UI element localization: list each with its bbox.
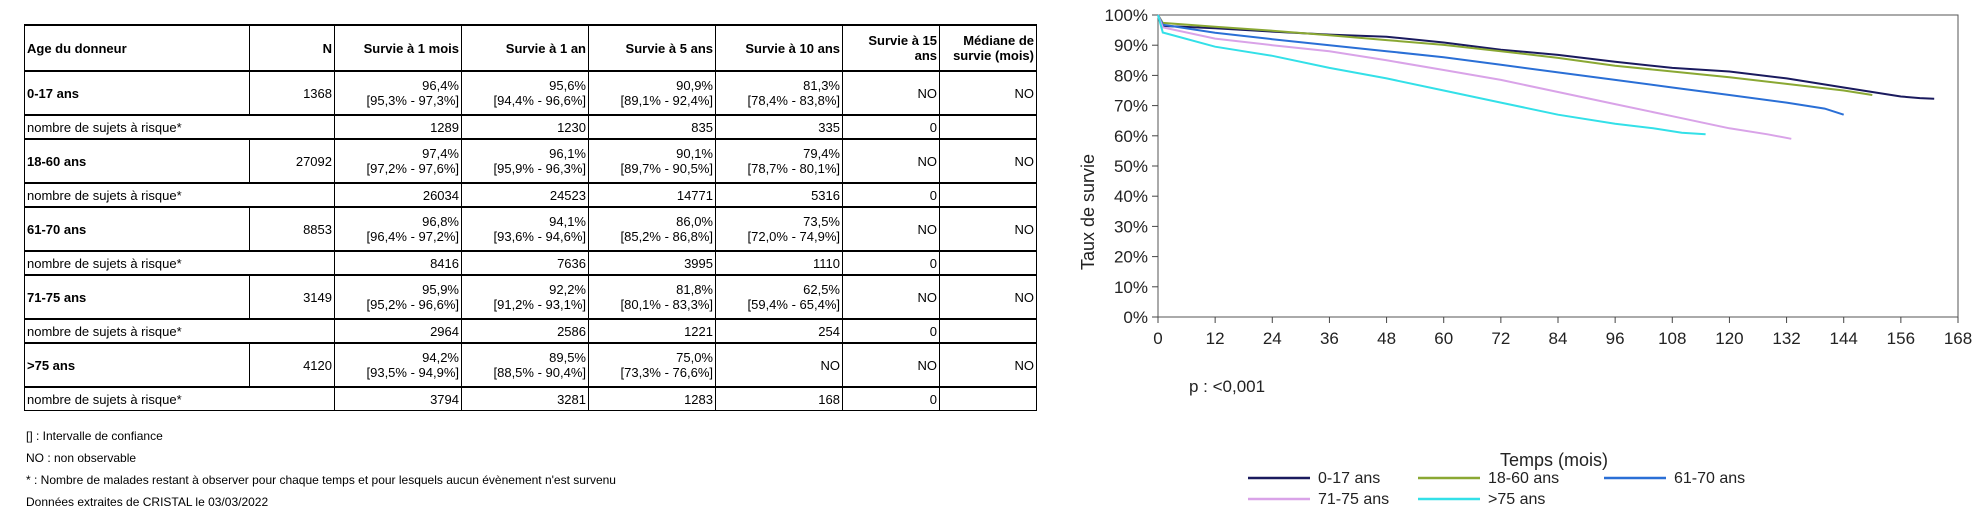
footnote-no: NO : non observable bbox=[26, 451, 137, 465]
risk-count: 1221 bbox=[589, 319, 716, 343]
survival-value: 81,3% bbox=[803, 78, 840, 93]
survival-value: 86,0% bbox=[676, 214, 713, 229]
n-value: 3149 bbox=[250, 275, 335, 319]
survival-cell bbox=[335, 139, 462, 183]
survival-value: 96,8% bbox=[422, 214, 459, 229]
survival-cell bbox=[940, 343, 1037, 387]
survival-value: 81,8% bbox=[676, 282, 713, 297]
survival-value: NO bbox=[1014, 85, 1034, 101]
y-tick-label: 40% bbox=[1113, 187, 1148, 207]
risk-count: 1230 bbox=[462, 115, 589, 139]
survival-cell bbox=[462, 139, 589, 183]
risk-count: 0 bbox=[843, 115, 940, 139]
age-group-label: 71-75 ans bbox=[25, 275, 250, 319]
confidence-interval: [93,5% - 94,9%] bbox=[366, 365, 459, 380]
legend-label: 61-70 ans bbox=[1674, 470, 1746, 487]
x-tick-label: 24 bbox=[1262, 329, 1282, 348]
survival-value: 94,2% bbox=[422, 350, 459, 365]
survival-value: NO bbox=[917, 357, 937, 373]
legend-label: 0-17 ans bbox=[1318, 470, 1381, 487]
survival-cell bbox=[940, 207, 1037, 251]
risk-count: 0 bbox=[843, 251, 940, 275]
survival-table-container bbox=[24, 24, 1037, 411]
survival-cell bbox=[335, 71, 462, 115]
confidence-interval: [78,4% - 83,8%] bbox=[747, 93, 840, 108]
table-header-row bbox=[25, 25, 1037, 71]
plot-frame bbox=[1158, 15, 1958, 317]
survival-value: NO bbox=[917, 153, 937, 169]
survival-value: NO bbox=[820, 357, 840, 373]
p-value-annotation: p : <0,001 bbox=[1189, 377, 1266, 396]
risk-count bbox=[940, 251, 1037, 275]
confidence-interval: [95,3% - 97,3%] bbox=[366, 93, 459, 108]
survival-cell bbox=[843, 139, 940, 183]
risk-label: nombre de sujets à risque* bbox=[25, 183, 335, 207]
confidence-interval: [89,1% - 92,4%] bbox=[620, 93, 713, 108]
risk-label: nombre de sujets à risque* bbox=[25, 319, 335, 343]
survival-chart bbox=[1070, 0, 1986, 531]
chart-legend bbox=[1248, 470, 1745, 508]
x-tick-label: 120 bbox=[1715, 329, 1744, 348]
survival-cell bbox=[940, 71, 1037, 115]
table-body bbox=[25, 71, 1037, 411]
confidence-interval: [97,2% - 97,6%] bbox=[366, 161, 459, 176]
age-group-label: 0-17 ans bbox=[25, 71, 250, 115]
survival-value: NO bbox=[1014, 153, 1034, 169]
footnote-risk: * : Nombre de malades restant à observer pour chaque temps et pour lesquels aucun évènement n'est survenu bbox=[26, 473, 616, 487]
survival-cell bbox=[589, 207, 716, 251]
x-tick-label: 48 bbox=[1377, 329, 1397, 348]
header-median: Médiane de survie (mois) bbox=[940, 25, 1037, 71]
survival-cell bbox=[843, 207, 940, 251]
survival-cell bbox=[589, 275, 716, 319]
survival-cell bbox=[843, 275, 940, 319]
y-tick-label: 30% bbox=[1113, 217, 1148, 237]
confidence-interval: [95,9% - 96,3%] bbox=[493, 161, 586, 176]
confidence-interval: [91,2% - 93,1%] bbox=[493, 297, 586, 312]
x-tick-label: 168 bbox=[1943, 329, 1973, 348]
confidence-interval: [95,2% - 96,6%] bbox=[366, 297, 459, 312]
y-tick-label: 60% bbox=[1113, 126, 1148, 146]
survival-cell bbox=[589, 71, 716, 115]
risk-count: 168 bbox=[716, 387, 843, 411]
header-1-month: Survie à 1 mois bbox=[335, 25, 462, 71]
n-value: 27092 bbox=[250, 139, 335, 183]
survival-value: NO bbox=[1014, 221, 1034, 237]
risk-count: 335 bbox=[716, 115, 843, 139]
chart-lines bbox=[1158, 15, 1934, 139]
x-tick-label: 72 bbox=[1491, 329, 1511, 348]
age-group-label: 61-70 ans bbox=[25, 207, 250, 251]
confidence-interval: [94,4% - 96,6%] bbox=[493, 93, 586, 108]
risk-count: 1110 bbox=[716, 251, 843, 275]
survival-cell bbox=[940, 139, 1037, 183]
table-row bbox=[25, 251, 1037, 275]
risk-count: 2964 bbox=[335, 319, 462, 343]
survival-value: NO bbox=[1014, 289, 1034, 305]
risk-count: 3281 bbox=[462, 387, 589, 411]
confidence-interval: [80,1% - 83,3%] bbox=[620, 297, 713, 312]
confidence-interval: [89,7% - 90,5%] bbox=[620, 161, 713, 176]
survival-value: 94,1% bbox=[549, 214, 586, 229]
table-row bbox=[25, 115, 1037, 139]
survival-cell bbox=[589, 139, 716, 183]
survival-value: 75,0% bbox=[676, 350, 713, 365]
x-tick-label: 36 bbox=[1319, 329, 1339, 348]
survival-value: NO bbox=[917, 221, 937, 237]
footnote-ci: [] : Intervalle de confiance bbox=[26, 429, 163, 443]
survival-value: 62,5% bbox=[803, 282, 840, 297]
risk-count: 3995 bbox=[589, 251, 716, 275]
y-tick-label: 100% bbox=[1104, 6, 1148, 25]
risk-count: 5316 bbox=[716, 183, 843, 207]
survival-cell bbox=[716, 139, 843, 183]
risk-count: 1283 bbox=[589, 387, 716, 411]
n-value: 4120 bbox=[250, 343, 335, 387]
confidence-interval: [88,5% - 90,4%] bbox=[493, 365, 586, 380]
confidence-interval: [96,4% - 97,2%] bbox=[366, 229, 459, 244]
y-axis-title: Taux de survie bbox=[1078, 153, 1098, 271]
y-tick-label: 20% bbox=[1113, 247, 1148, 267]
y-tick-label: 10% bbox=[1113, 277, 1148, 297]
table-row bbox=[25, 183, 1037, 207]
header-5-years: Survie à 5 ans bbox=[589, 25, 716, 71]
table-row bbox=[25, 71, 1037, 115]
header-n: N bbox=[250, 25, 335, 71]
survival-cell bbox=[462, 207, 589, 251]
risk-count: 0 bbox=[843, 183, 940, 207]
confidence-interval: [85,2% - 86,8%] bbox=[620, 229, 713, 244]
y-tick-label: 70% bbox=[1113, 96, 1148, 116]
y-tick-label: 50% bbox=[1113, 157, 1148, 176]
footnote-source: Données extraites de CRISTAL le 03/03/2022 bbox=[26, 495, 269, 509]
survival-cell bbox=[716, 275, 843, 319]
survival-value: 97,4% bbox=[422, 146, 459, 161]
risk-label: nombre de sujets à risque* bbox=[25, 251, 335, 275]
risk-count: 7636 bbox=[462, 251, 589, 275]
confidence-interval: [72,0% - 74,9%] bbox=[747, 229, 840, 244]
table-row bbox=[25, 207, 1037, 251]
survival-cell bbox=[462, 343, 589, 387]
risk-count bbox=[940, 387, 1037, 411]
table-row bbox=[25, 139, 1037, 183]
risk-count: 26034 bbox=[335, 183, 462, 207]
series-line bbox=[1158, 15, 1706, 134]
x-tick-label: 60 bbox=[1434, 329, 1454, 348]
x-tick-label: 0 bbox=[1153, 329, 1163, 348]
risk-count: 2586 bbox=[462, 319, 589, 343]
survival-value: 89,5% bbox=[549, 350, 586, 365]
legend-label: >75 ans bbox=[1488, 491, 1546, 508]
risk-count bbox=[940, 183, 1037, 207]
x-tick-label: 12 bbox=[1205, 329, 1225, 348]
survival-value: 79,4% bbox=[803, 146, 840, 161]
risk-count: 8416 bbox=[335, 251, 462, 275]
header-10-years: Survie à 10 ans bbox=[716, 25, 843, 71]
survival-cell bbox=[462, 71, 589, 115]
survival-table bbox=[24, 24, 1037, 411]
survival-value: 73,5% bbox=[803, 214, 840, 229]
x-tick-label: 108 bbox=[1658, 329, 1687, 348]
survival-cell bbox=[843, 71, 940, 115]
survival-cell bbox=[716, 207, 843, 251]
risk-count bbox=[940, 319, 1037, 343]
survival-value: 96,4% bbox=[422, 78, 459, 93]
survival-value: 95,6% bbox=[549, 78, 586, 93]
table-row bbox=[25, 319, 1037, 343]
survival-value: NO bbox=[1014, 357, 1034, 373]
risk-count: 14771 bbox=[589, 183, 716, 207]
survival-cell bbox=[716, 343, 843, 387]
series-line bbox=[1158, 15, 1791, 139]
risk-count: 254 bbox=[716, 319, 843, 343]
table-row bbox=[25, 387, 1037, 411]
risk-count: 24523 bbox=[462, 183, 589, 207]
header-age: Age du donneur bbox=[25, 25, 250, 71]
survival-cell bbox=[335, 207, 462, 251]
survival-cell bbox=[462, 275, 589, 319]
y-tick-label: 90% bbox=[1113, 36, 1148, 56]
table-row bbox=[25, 275, 1037, 319]
age-group-label: >75 ans bbox=[25, 343, 250, 387]
survival-cell bbox=[589, 343, 716, 387]
risk-count: 1289 bbox=[335, 115, 462, 139]
n-value: 8853 bbox=[250, 207, 335, 251]
survival-value: 90,9% bbox=[676, 78, 713, 93]
risk-count: 0 bbox=[843, 387, 940, 411]
risk-count: 3794 bbox=[335, 387, 462, 411]
risk-count bbox=[940, 115, 1037, 139]
survival-value: NO bbox=[917, 289, 937, 305]
survival-value: 96,1% bbox=[549, 146, 586, 161]
header-1-year: Survie à 1 an bbox=[462, 25, 589, 71]
survival-cell bbox=[940, 275, 1037, 319]
risk-label: nombre de sujets à risque* bbox=[25, 115, 335, 139]
survival-value: 92,2% bbox=[549, 282, 586, 297]
survival-value: 95,9% bbox=[422, 282, 459, 297]
x-tick-label: 132 bbox=[1772, 329, 1801, 348]
survival-cell bbox=[335, 343, 462, 387]
n-value: 1368 bbox=[250, 71, 335, 115]
confidence-interval: [78,7% - 80,1%] bbox=[747, 161, 840, 176]
survival-cell bbox=[335, 275, 462, 319]
table-row bbox=[25, 343, 1037, 387]
legend-label: 71-75 ans bbox=[1318, 491, 1390, 508]
x-tick-label: 96 bbox=[1605, 329, 1625, 348]
legend-label: 18-60 ans bbox=[1488, 470, 1560, 487]
footnotes bbox=[26, 425, 616, 513]
age-group-label: 18-60 ans bbox=[25, 139, 250, 183]
survival-cell bbox=[716, 71, 843, 115]
chart-axes bbox=[1105, 6, 1973, 348]
confidence-interval: [93,6% - 94,6%] bbox=[493, 229, 586, 244]
x-axis-title: Temps (mois) bbox=[1499, 450, 1609, 470]
risk-count: 835 bbox=[589, 115, 716, 139]
survival-value: 90,1% bbox=[676, 146, 713, 161]
risk-label: nombre de sujets à risque* bbox=[25, 387, 335, 411]
y-tick-label: 80% bbox=[1113, 66, 1148, 86]
y-tick-label: 0% bbox=[1123, 308, 1148, 327]
x-tick-label: 84 bbox=[1548, 329, 1568, 348]
confidence-interval: [59,4% - 65,4%] bbox=[747, 297, 840, 312]
survival-value: NO bbox=[917, 85, 937, 101]
confidence-interval: [73,3% - 76,6%] bbox=[620, 365, 713, 380]
risk-count: 0 bbox=[843, 319, 940, 343]
x-tick-label: 144 bbox=[1829, 329, 1858, 348]
header-15-years: Survie à 15 ans bbox=[843, 25, 940, 71]
survival-cell bbox=[843, 343, 940, 387]
x-tick-label: 156 bbox=[1886, 329, 1916, 348]
